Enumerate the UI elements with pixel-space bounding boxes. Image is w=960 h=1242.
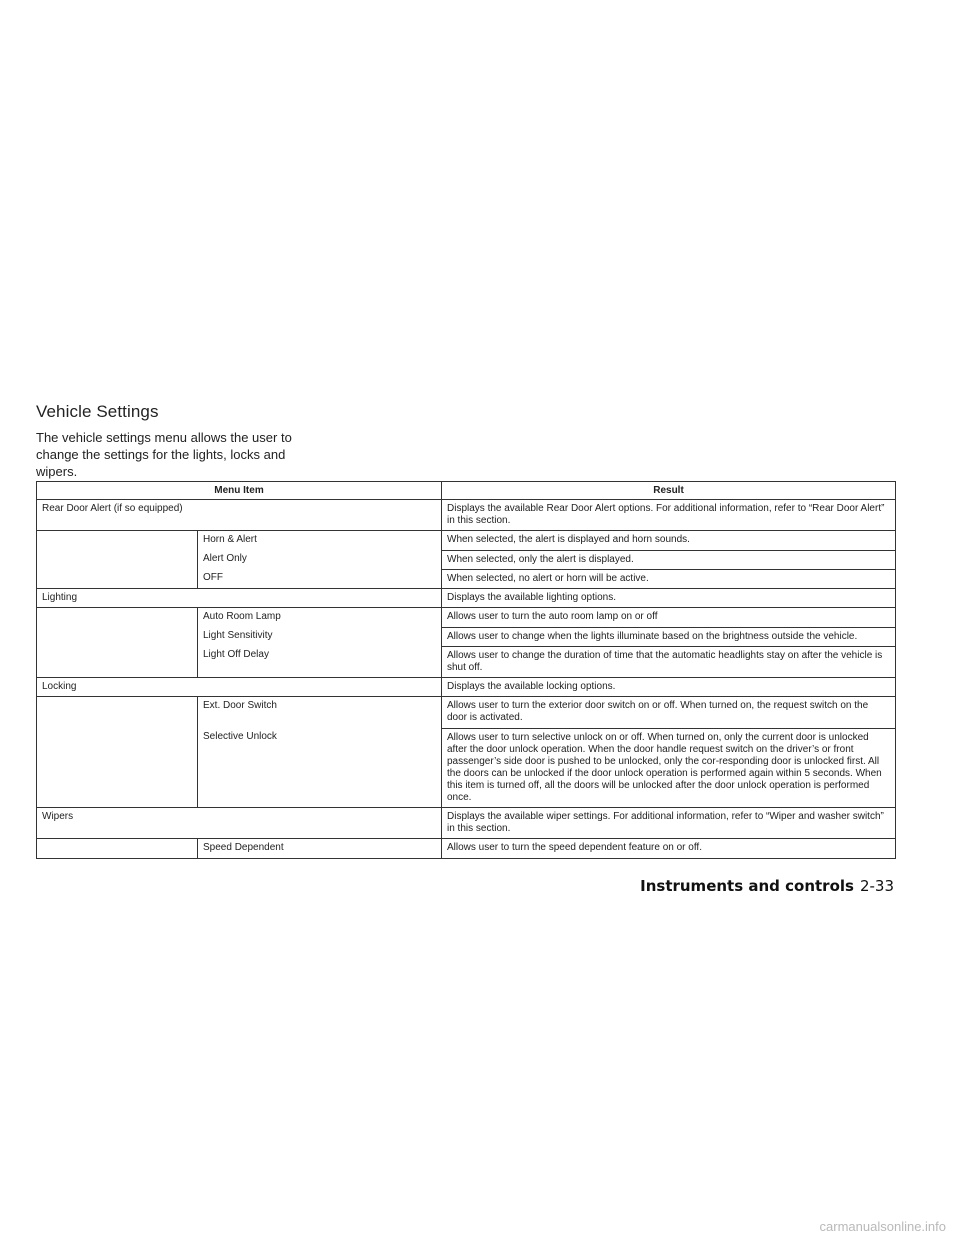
sub-item-label: Light Off Delay (197, 646, 441, 677)
footer-page-number: 2-33 (859, 877, 894, 895)
sub-item-label: Auto Room Lamp (197, 608, 441, 627)
result-cell: Allows user to change when the lights illuminate based on the brightness outside the vehicle. (442, 627, 896, 646)
result-cell: Allows user to turn the speed dependent feature on or off. (442, 839, 896, 859)
menu-item-label: Lighting (42, 592, 78, 603)
sub-item-label: Ext. Door Switch (197, 697, 441, 728)
table-row (37, 589, 896, 608)
header-result: Result (442, 482, 896, 500)
table-header-row (37, 482, 896, 500)
table-row (37, 569, 896, 589)
table-row (37, 697, 896, 729)
section-intro: The vehicle settings menu allows the user to change the settings for the lights, locks and wipers. (36, 430, 292, 479)
sub-item-cell (37, 531, 442, 551)
table-row (37, 500, 896, 531)
sub-item-cell (37, 608, 442, 628)
sub-item-label: Horn & Alert (197, 531, 441, 550)
table-row (37, 531, 896, 551)
sub-item-label: Alert Only (197, 550, 441, 569)
table-row (37, 728, 896, 808)
result-cell: Allows user to change the duration of time that the automatic headlights stay on after the vehicle is shut off. (442, 646, 896, 678)
sub-item-cell (37, 697, 442, 729)
vehicle-settings-table (36, 481, 896, 859)
result-cell: Displays the available locking options. (442, 678, 896, 697)
table-row (37, 808, 896, 839)
menu-item-cell (37, 678, 442, 697)
sub-item-cell (37, 728, 442, 808)
result-cell: Allows user to turn the exterior door switch on or off. When turned on, the request switch on the door is activated. (442, 697, 896, 729)
result-cell: Allows user to turn the auto room lamp on or off (442, 608, 896, 628)
table-row (37, 839, 896, 859)
sub-item-cell (37, 646, 442, 678)
result-cell: Displays the available lighting options. (442, 589, 896, 608)
sub-item-cell (37, 550, 442, 569)
result-cell: Displays the available wiper settings. For additional information, refer to “Wiper and washer switch” in this section. (442, 808, 896, 839)
table-row (37, 550, 896, 569)
menu-item-label: Wipers (42, 811, 74, 822)
menu-item-label: Rear Door Alert (if so equipped) (42, 503, 183, 514)
menu-item-cell (37, 500, 442, 531)
sub-item-cell (37, 839, 442, 859)
table-body (37, 500, 896, 859)
result-cell: When selected, only the alert is displayed. (442, 550, 896, 569)
sub-item-label: Selective Unlock (197, 728, 441, 807)
page-footer (640, 877, 894, 895)
menu-item-cell (37, 808, 442, 839)
sub-item-label: OFF (197, 569, 441, 588)
result-cell: Displays the available Rear Door Alert options. For additional information, refer to “Rear Door Alert” in this section. (442, 500, 896, 531)
sub-item-cell (37, 569, 442, 589)
header-menu-item: Menu Item (37, 482, 442, 500)
menu-item-cell (37, 589, 442, 608)
sub-item-label: Light Sensitivity (197, 627, 441, 646)
footer-chapter: Instruments and controls (640, 877, 854, 895)
result-cell: Allows user to turn selective unlock on or off. When turned on, only the current door is unlocked after the door unlock operation. When the door handle request switch on the driver’s or front passenger’s side door is pushed to be unlocked, only the cor-responding door is unlocked first. All the doors can be unlocked if the door unlock operation is performed again within 5 seconds. When this item is turned off, all the doors will be unlocked after the door unlock operation is performed once. (442, 728, 896, 808)
table-row (37, 627, 896, 646)
result-cell: When selected, the alert is displayed and horn sounds. (442, 531, 896, 551)
sub-item-cell (37, 627, 442, 646)
table-row (37, 678, 896, 697)
sub-item-label: Speed Dependent (197, 839, 441, 858)
menu-item-label: Locking (42, 681, 77, 692)
section-title: Vehicle Settings (36, 402, 159, 421)
table-row (37, 608, 896, 628)
table-row (37, 646, 896, 678)
result-cell: When selected, no alert or horn will be active. (442, 569, 896, 589)
watermark: carmanualsonline.info (819, 1219, 946, 1234)
